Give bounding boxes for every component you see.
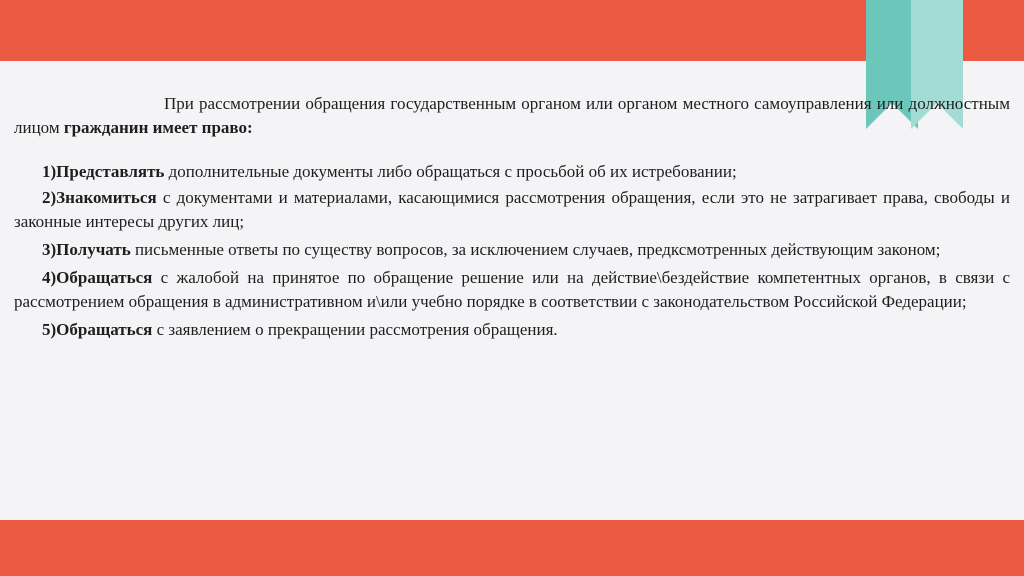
item-number: 4) [42,268,57,287]
item-verb: Знакомиться [56,188,157,207]
item-verb: Представлять [56,162,165,181]
bottom-footer-band [0,520,1024,576]
intro-text: При рассмотрении обращения государственным органом или органом местного самоуправления или должностным лицом [14,94,1010,137]
list-item [14,318,1010,342]
list-item [14,160,1010,184]
item-verb: Получать [56,240,131,259]
item-verb: Обращаться [56,268,153,287]
item-text: с жалобой на принятое по обращение решение или на действие\бездействие компетентных органов, в связи с рассмотрением обращения в административном и\или учебно порядке в соответствии с законодательством Российской Федерации; [14,268,1010,311]
list-item [14,186,1010,234]
intro-bold-text: гражданин имеет право: [63,118,253,137]
item-text: письменные ответы по существу вопросов, за исключением случаев, предксмотренных действующим законом; [130,240,941,259]
item-number: 2) [42,188,57,207]
item-number: 5) [42,320,57,339]
slide-body [14,92,1010,346]
item-verb: Обращаться [56,320,153,339]
item-text: с документами и материалами, касающимися рассмотрения обращения, если это не затрагивает права, свободы и законные интересы других лиц; [14,188,1010,231]
list-item [14,238,1010,262]
list-item [14,266,1010,314]
item-number: 3) [42,240,57,259]
item-number: 1) [42,162,57,181]
intro-paragraph [14,92,1010,140]
item-text: дополнительные документы либо обращаться с просьбой об их истребовании; [164,162,737,181]
item-text: с заявлением о прекращении рассмотрения обращения. [152,320,558,339]
